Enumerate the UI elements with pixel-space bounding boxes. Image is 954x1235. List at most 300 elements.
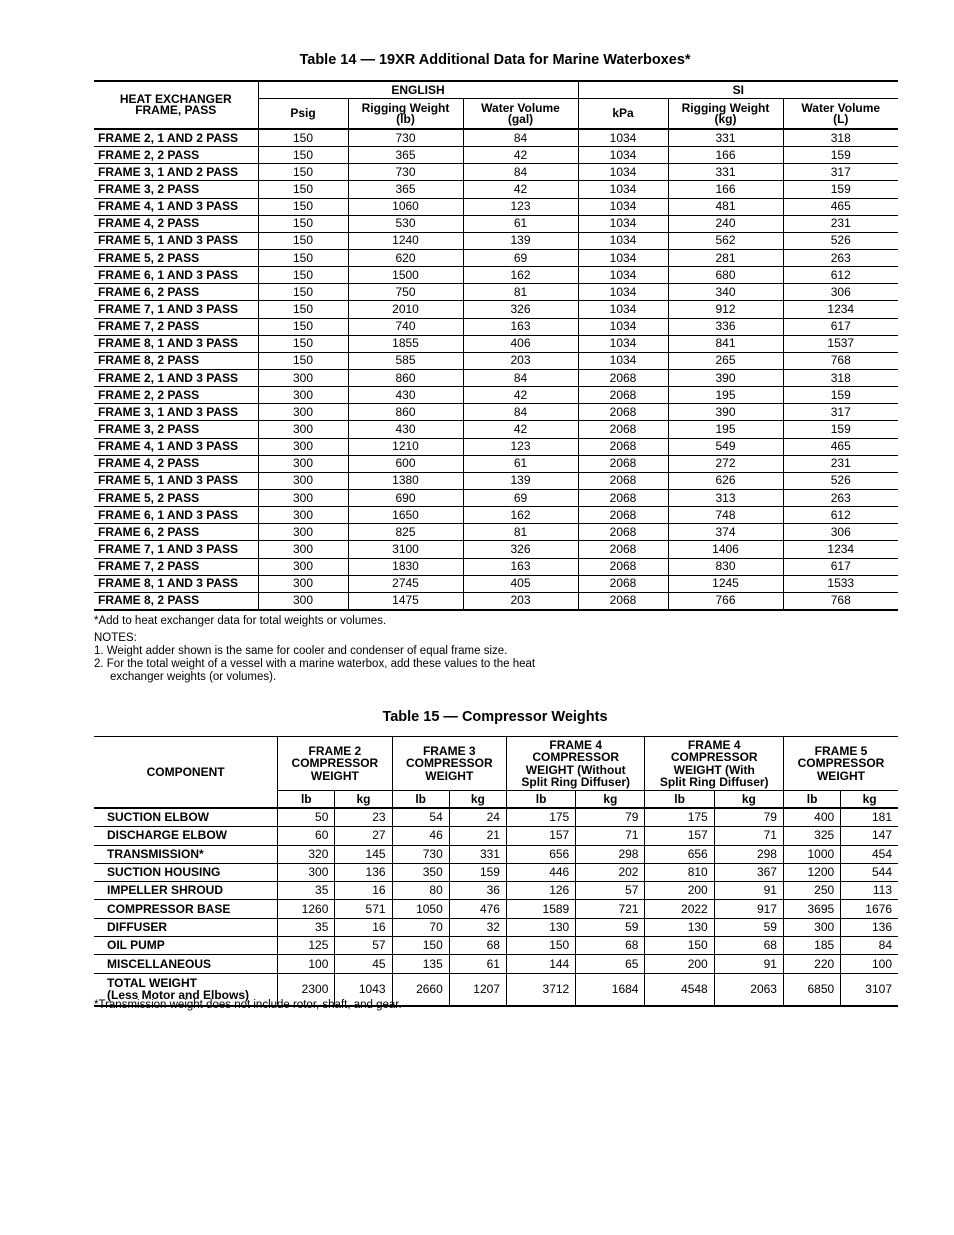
weight-cell: 1676 [841,900,898,918]
table-row [94,215,898,232]
table-cell: 2745 [348,575,463,592]
table-cell: 326 [463,301,578,318]
table-cell: 150 [258,198,348,215]
table-cell: 300 [258,421,348,438]
weight-cell: 185 [783,937,840,955]
weight-cell: 3695 [783,900,840,918]
weight-cell: 159 [449,863,506,881]
component-label: TRANSMISSION* [94,845,278,863]
table-cell: 300 [258,541,348,558]
table-cell: 166 [668,147,783,164]
table-cell: 150 [258,335,348,352]
table-cell: 1034 [578,198,668,215]
row-label: FRAME 2, 2 PASS [94,147,258,164]
weight-cell: 544 [841,863,898,881]
table-row [94,335,898,352]
weight-cell: 181 [841,808,898,827]
weight-cell: 59 [714,918,783,936]
table-row [94,575,898,592]
table-15-footnote: *Transmission weight does not include rotor, shaft, and gear. [94,999,402,1011]
table-cell: 2010 [348,301,463,318]
table-cell: 1380 [348,472,463,489]
weight-cell: 298 [714,845,783,863]
row-label: FRAME 8, 1 AND 3 PASS [94,335,258,352]
table-cell: 61 [463,215,578,232]
table-cell: 162 [463,267,578,284]
weight-cell: 35 [278,918,335,936]
weight-cell: 150 [645,937,714,955]
table-cell: 748 [668,507,783,524]
weight-cell: 400 [783,808,840,827]
weight-cell: 54 [392,808,449,827]
weight-cell: 1050 [392,900,449,918]
row-label: FRAME 2, 1 AND 2 PASS [94,129,258,147]
table-row [94,937,898,955]
table-cell: 195 [668,421,783,438]
table-cell: 2068 [578,507,668,524]
weight-cell: 57 [335,937,392,955]
table-cell: 265 [668,352,783,369]
table-cell: 150 [258,352,348,369]
weight-cell: 68 [449,937,506,955]
header-component: COMPONENT [94,737,278,809]
weight-cell: 2300 [278,973,335,1006]
table-cell: 2068 [578,558,668,575]
weight-cell: 300 [783,918,840,936]
table-row [94,147,898,164]
weight-cell: 325 [783,827,840,845]
unit-header: kg [335,791,392,809]
table-cell: 374 [668,524,783,541]
weight-cell: 1000 [783,845,840,863]
table-row [94,387,898,404]
weight-cell: 454 [841,845,898,863]
table-cell: 81 [463,524,578,541]
weight-cell: 3107 [841,973,898,1006]
table-row [94,352,898,369]
weight-cell: 113 [841,882,898,900]
frame-weight-header: FRAME 2 COMPRESSOR WEIGHT [278,737,392,791]
table-cell: 912 [668,301,783,318]
table-row [94,421,898,438]
note-2-continued: exchanger weights (or volumes). [110,671,277,683]
table-cell: 1034 [578,215,668,232]
table-cell: 860 [348,404,463,421]
table-cell: 390 [668,404,783,421]
unit-header: lb [278,791,335,809]
weight-cell: 300 [278,863,335,881]
table-cell: 150 [258,267,348,284]
table-row [94,267,898,284]
table-cell: 1650 [348,507,463,524]
component-label: SUCTION ELBOW [94,808,278,827]
table-cell: 159 [783,181,898,198]
table-cell: 163 [463,318,578,335]
table-cell: 163 [463,558,578,575]
table-cell: 768 [783,352,898,369]
table-cell: 1210 [348,438,463,455]
row-label: FRAME 4, 2 PASS [94,215,258,232]
table-cell: 1034 [578,129,668,147]
table-15-title: Table 15 — Compressor Weights [382,709,608,725]
table-cell: 430 [348,421,463,438]
table-row [94,472,898,489]
table-row [94,249,898,266]
table-cell: 430 [348,387,463,404]
row-label: FRAME 5, 2 PASS [94,249,258,266]
table-cell: 2068 [578,575,668,592]
component-label: TOTAL WEIGHT (Less Motor and Elbows) [107,975,250,1003]
component-label: DIFFUSER [94,918,278,936]
table-cell: 2068 [578,369,668,386]
weight-cell: 250 [783,882,840,900]
table-cell: 159 [783,421,898,438]
table-cell: 1533 [783,575,898,592]
table-cell: 300 [258,524,348,541]
table-cell: 465 [783,198,898,215]
compressor-weights-table [94,736,898,1007]
row-label: FRAME 8, 2 PASS [94,352,258,369]
table-cell: 300 [258,404,348,421]
table-row [94,900,898,918]
weight-cell: 79 [714,808,783,827]
table-cell: 84 [463,129,578,147]
table-cell: 830 [668,558,783,575]
table-cell: 300 [258,438,348,455]
component-label: COMPRESSOR BASE [94,900,278,918]
table-row [94,845,898,863]
row-label: FRAME 8, 1 AND 3 PASS [94,575,258,592]
table-cell: 150 [258,232,348,249]
weight-cell: 60 [278,827,335,845]
component-label: IMPELLER SHROUD [94,882,278,900]
table-cell: 42 [463,421,578,438]
table-cell: 620 [348,249,463,266]
row-label: FRAME 3, 2 PASS [94,181,258,198]
weight-cell: 71 [576,827,645,845]
weight-cell: 147 [841,827,898,845]
table-row [94,181,898,198]
note-2: 2. For the total weight of a vessel with a marine waterbox, add these values to the heat [94,658,536,670]
table-cell: 1234 [783,301,898,318]
table-cell: 2068 [578,524,668,541]
weight-cell: 200 [645,882,714,900]
table-cell: 2068 [578,455,668,472]
table-cell: 617 [783,318,898,335]
table-cell: 1034 [578,318,668,335]
table-row [94,438,898,455]
weight-cell: 71 [714,827,783,845]
header-si: SI [578,81,898,99]
table-cell: 300 [258,472,348,489]
table-row [94,507,898,524]
table-cell: 306 [783,524,898,541]
weight-cell: 145 [335,845,392,863]
table-cell: 300 [258,592,348,610]
weight-cell: 721 [576,900,645,918]
table-cell: 481 [668,198,783,215]
row-label: FRAME 3, 1 AND 2 PASS [94,164,258,181]
table-cell: 1034 [578,249,668,266]
table-row [94,129,898,147]
weight-cell: 446 [506,863,575,881]
table-cell: 203 [463,592,578,610]
weight-cell: 100 [278,955,335,973]
table-cell: 390 [668,369,783,386]
table-row [94,455,898,472]
table-cell: 240 [668,215,783,232]
component-label: DISCHARGE ELBOW [94,827,278,845]
table-cell: 612 [783,267,898,284]
table-cell: 1034 [578,267,668,284]
table-cell: 150 [258,147,348,164]
frame-weight-header: FRAME 4 COMPRESSOR WEIGHT (Without Split Ring Diffuser) [506,737,645,791]
table-cell: 203 [463,352,578,369]
table-cell: 326 [463,541,578,558]
table-cell: 1406 [668,541,783,558]
column-header: Psig [258,99,348,130]
table-cell: 231 [783,455,898,472]
table-cell: 766 [668,592,783,610]
table-cell: 1034 [578,164,668,181]
table-cell: 317 [783,404,898,421]
table-cell: 730 [348,129,463,147]
weight-cell: 126 [506,882,575,900]
component-label: MISCELLANEOUS [94,955,278,973]
table-cell: 2068 [578,404,668,421]
table-cell: 1475 [348,592,463,610]
unit-header: kg [714,791,783,809]
weight-cell: 16 [335,918,392,936]
weight-cell: 2063 [714,973,783,1006]
table-cell: 150 [258,181,348,198]
weight-cell: 125 [278,937,335,955]
weight-cell: 202 [576,863,645,881]
table-cell: 281 [668,249,783,266]
table-cell: 159 [783,387,898,404]
weight-cell: 810 [645,863,714,881]
table-cell: 626 [668,472,783,489]
row-label: FRAME 2, 2 PASS [94,387,258,404]
table-cell: 150 [258,164,348,181]
table-cell: 300 [258,575,348,592]
row-label: FRAME 7, 2 PASS [94,318,258,335]
table-cell: 263 [783,249,898,266]
weight-cell: 45 [335,955,392,973]
frame-weight-header: FRAME 4 COMPRESSOR WEIGHT (With Split Ring Diffuser) [645,737,784,791]
table-row [94,369,898,386]
table-cell: 318 [783,129,898,147]
unit-header: lb [783,791,840,809]
weight-cell: 2022 [645,900,714,918]
table-row [94,955,898,973]
weight-cell: 331 [449,845,506,863]
notes-label: NOTES: [94,632,137,644]
weight-cell: 46 [392,827,449,845]
row-label: FRAME 6, 1 AND 3 PASS [94,267,258,284]
table-cell: 123 [463,198,578,215]
table-cell: 300 [258,489,348,506]
table-row [94,863,898,881]
table-cell: 317 [783,164,898,181]
column-header: Water Volume (L) [783,99,898,130]
row-label: FRAME 5, 1 AND 3 PASS [94,232,258,249]
column-header: Rigging Weight (lb) [348,99,463,130]
weight-cell: 136 [841,918,898,936]
table-cell: 2068 [578,592,668,610]
table-cell: 318 [783,369,898,386]
frame-weight-header: FRAME 5 COMPRESSOR WEIGHT [783,737,898,791]
table-cell: 365 [348,181,463,198]
table-cell: 300 [258,455,348,472]
table-cell: 1034 [578,335,668,352]
weight-cell: 150 [392,937,449,955]
table-row [94,232,898,249]
component-label: OIL PUMP [94,937,278,955]
row-label: FRAME 7, 1 AND 3 PASS [94,301,258,318]
table-row [94,808,898,827]
table-cell: 331 [668,164,783,181]
weight-cell: 350 [392,863,449,881]
table-cell: 42 [463,387,578,404]
table-cell: 139 [463,232,578,249]
weight-cell: 4548 [645,973,714,1006]
row-label: FRAME 4, 2 PASS [94,455,258,472]
table-row [94,827,898,845]
weight-cell: 476 [449,900,506,918]
table-cell: 150 [258,318,348,335]
weight-cell: 70 [392,918,449,936]
table-row [94,301,898,318]
table-cell: 1500 [348,267,463,284]
table-cell: 405 [463,575,578,592]
table-cell: 1034 [578,232,668,249]
table-cell: 1034 [578,147,668,164]
table-cell: 841 [668,335,783,352]
row-label: FRAME 3, 1 AND 3 PASS [94,404,258,421]
table-cell: 3100 [348,541,463,558]
weight-cell: 144 [506,955,575,973]
table-cell: 2068 [578,438,668,455]
component-label: SUCTION HOUSING [94,863,278,881]
table-cell: 1240 [348,232,463,249]
table-cell: 42 [463,147,578,164]
table-cell: 585 [348,352,463,369]
weight-cell: 367 [714,863,783,881]
weight-cell: 175 [506,808,575,827]
row-label: FRAME 6, 1 AND 3 PASS [94,507,258,524]
frame-weight-header: FRAME 3 COMPRESSOR WEIGHT [392,737,506,791]
table-cell: 123 [463,438,578,455]
table-row [94,524,898,541]
marine-waterbox-table [94,80,898,611]
table-cell: 159 [783,147,898,164]
weight-cell: 656 [506,845,575,863]
weight-cell: 35 [278,882,335,900]
table-cell: 612 [783,507,898,524]
weight-cell: 135 [392,955,449,973]
table-14-footnote: *Add to heat exchanger data for total weights or volumes. [94,615,387,627]
table-cell: 272 [668,455,783,472]
weight-cell: 1589 [506,900,575,918]
table-cell: 825 [348,524,463,541]
weight-cell: 1684 [576,973,645,1006]
weight-cell: 220 [783,955,840,973]
table-cell: 263 [783,489,898,506]
table-cell: 730 [348,164,463,181]
table-cell: 2068 [578,387,668,404]
weight-cell: 3712 [506,973,575,1006]
weight-cell: 61 [449,955,506,973]
weight-cell: 157 [645,827,714,845]
unit-header: lb [392,791,449,809]
table-row [94,318,898,335]
weight-cell: 298 [576,845,645,863]
table-cell: 150 [258,215,348,232]
weight-cell: 730 [392,845,449,863]
weight-cell: 32 [449,918,506,936]
table-row [94,541,898,558]
table-cell: 166 [668,181,783,198]
table-row [94,404,898,421]
table-cell: 2068 [578,541,668,558]
weight-cell: 1207 [449,973,506,1006]
table-cell: 69 [463,489,578,506]
weight-cell: 57 [576,882,645,900]
weight-cell: 2660 [392,973,449,1006]
column-header: kPa [578,99,668,130]
weight-cell: 1200 [783,863,840,881]
table-cell: 2068 [578,421,668,438]
row-label: FRAME 7, 2 PASS [94,558,258,575]
note-1: 1. Weight adder shown is the same for cooler and condenser of equal frame size. [94,645,508,657]
weight-cell: 59 [576,918,645,936]
table-cell: 84 [463,164,578,181]
table-cell: 340 [668,284,783,301]
unit-header: kg [449,791,506,809]
table-14-notes [94,615,535,684]
table-cell: 1034 [578,284,668,301]
table-cell: 530 [348,215,463,232]
unit-header: lb [506,791,575,809]
weight-cell: 136 [335,863,392,881]
weight-cell: 1260 [278,900,335,918]
table-cell: 139 [463,472,578,489]
table-cell: 2068 [578,489,668,506]
table-cell: 600 [348,455,463,472]
table-cell: 465 [783,438,898,455]
row-label: FRAME 4, 1 AND 3 PASS [94,198,258,215]
weight-cell: 100 [841,955,898,973]
weight-cell: 6850 [783,973,840,1006]
weight-cell: 91 [714,955,783,973]
table-cell: 526 [783,232,898,249]
table-cell: 365 [348,147,463,164]
table-cell: 562 [668,232,783,249]
table-cell: 1234 [783,541,898,558]
row-label: FRAME 3, 2 PASS [94,421,258,438]
table-cell: 1034 [578,352,668,369]
weight-cell: 84 [841,937,898,955]
row-label: FRAME 8, 2 PASS [98,593,200,608]
table-cell: 84 [463,404,578,421]
table-row [94,198,898,215]
row-label: FRAME 6, 2 PASS [94,524,258,541]
table-cell: 61 [463,455,578,472]
weight-cell: 21 [449,827,506,845]
table-cell: 300 [258,387,348,404]
header-heat-exchanger-frame-pass: HEAT EXCHANGER FRAME, PASS [94,81,258,129]
